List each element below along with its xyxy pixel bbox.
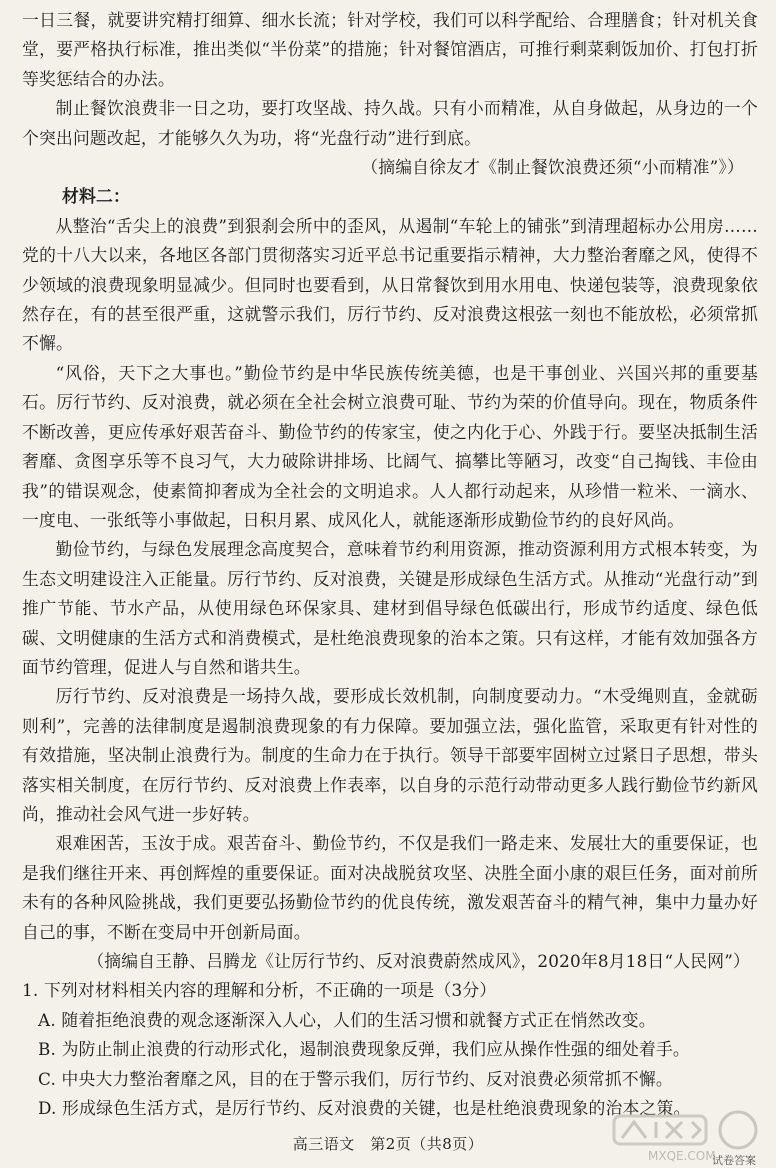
watermark-caption: 试卷答案 — [712, 1154, 756, 1167]
reading-passage — [22, 6, 758, 1123]
paragraph-3: 从整治“舌尖上的浪费”到狠刹会所中的歪风，从遏制“车轮上的铺张”到清理超标办公用房……党的十八大以来，各地区各部门贯彻落实习近平总书记重要指示精神，大力整治奢靡之风，使得不少领域的浪费现象明显减少。但同时也要看到，从日常餐饮到用水用电、快递包装等，浪费现象依然存在，有的甚至很严重，这就警示我们，厉行节约、反对浪费这根弦一刻也不能放松，必须常抓不懈。 — [22, 215, 758, 354]
option-a[interactable]: A. 随着拒绝浪费的观念逐渐深入人心，人们的生活习惯和就餐方式正在悄然改变。 — [38, 1009, 656, 1030]
paragraph-1: 一日三餐，就要讲究精打细算、细水长流；针对学校，我们可以科学配给、合理膳食；针对机关食堂，要严格执行标准，推出类似“半份菜”的措施；针对餐馆酒店，可推行剩菜剩饭加价、打包打折等奖惩结合的办法。 — [22, 10, 758, 89]
paragraph-5: 勤俭节约，与绿色发展理念高度契合，意味着节约利用资源，推动资源利用方式根本转变，为生态文明建设注入正能量。厉行节约、反对浪费，关键是形成绿色生活方式。从推动“光盘行动”到推广节能、节水产品，从使用绿色环保家具、建材到倡导绿色低碳出行，形成节约适度、绿色低碳、文明健康的生活方式和消费模式，是杜绝浪费现象的治本之策。只有这样，才能有效加强各方面节约管理，促进人与自然和谐共生。 — [22, 539, 758, 677]
source-citation-1: （摘编自徐友才《制止餐饮浪费还须“小而精准”》） — [361, 157, 744, 178]
source-citation-2: （摘编自王静、吕腾龙《让厉行节约、反对浪费蔚然成风》，2020年8月18日“人民网”） — [87, 951, 750, 971]
option-c[interactable]: C. 中央大力整治奢靡之风，目的在于警示我们，厉行节约、反对浪费必须常抓不懈。 — [38, 1068, 673, 1089]
paragraph-2: 制止餐饮浪费非一日之功，要打攻坚战、持久战。只有小而精准，从自身做起，从身边的一个个突出问题改起，才能够久久为功，将“光盘行动”进行到底。 — [22, 98, 758, 148]
option-d[interactable]: D. 形成绿色生活方式，是厉行节约、反对浪费的关键，也是杜绝浪费现象的治本之策。 — [38, 1098, 691, 1119]
svg-text:MXQE.COM: MXQE.COM — [648, 1149, 716, 1163]
paragraph-4: “风俗，天下之大事也。”勤俭节约是中华民族传统美德，也是干事创业、兴国兴邦的重要基石。厉行节约、反对浪费，就必须在全社会树立浪费可耻、节约为荣的价值导向。现在，物质条件不断改善，更应传承好艰苦奋斗、勤俭节约的传家宝，使之内化于心、外践于行。要坚决抵制生活奢靡、贪图享乐等不良习气，大力破除讲排场、比阔气、搞攀比等陋习，改变“自己掏钱、丰俭由我”的错误观念，使素简抑奢成为全社会的文明追求。人人都行动起来，从珍惜一粒米、一滴水、一度电、一张纸等小事做起，日积月累、成风化人，就能逐渐形成勤俭节约的良好风尚。 — [22, 362, 758, 530]
paragraph-6: 厉行节约、反对浪费是一场持久战，要形成长效机制，向制度要动力。“木受绳则直，金就砺则利”，完善的法律制度是遏制浪费现象的有力保障。要加强立法，强化监管，采取更有针对性的有效措施，坚决制止浪费行为。制度的生命力在于执行。领导干部要牢固树立过紧日子思想，带头落实相关制度，在厉行节约、反对浪费上作表率，以自身的示范行动带动更多人践行勤俭节约新风尚，推动社会风气进一步好转。 — [22, 686, 758, 824]
question-1-stem: 1. 下列对材料相关内容的理解和分析，不正确的一项是（3分） — [22, 980, 497, 1001]
page-footer: 高三语文 第2页（共8页） — [292, 1135, 484, 1153]
option-b[interactable]: B. 为防止制止浪费的行动形式化，遏制浪费现象反弹，我们应从操作性强的细处着手。 — [38, 1039, 690, 1060]
material-2-heading: 材料二： — [62, 186, 130, 207]
paragraph-7: 艰难困苦，玉汝于成。艰苦奋斗、勤俭节约，不仅是我们一路走来、发展壮大的重要保证，也是我们继往开来、再创辉煌的重要保证。面对决战脱贫攻坚、决胜全面小康的艰巨任务，面对前所未有的各种风险挑战，我们更要弘扬勤俭节约的优良传统，激发艰苦奋斗的精气神，集中力量办好自己的事，不断在变局中开创新局面。 — [22, 833, 758, 942]
